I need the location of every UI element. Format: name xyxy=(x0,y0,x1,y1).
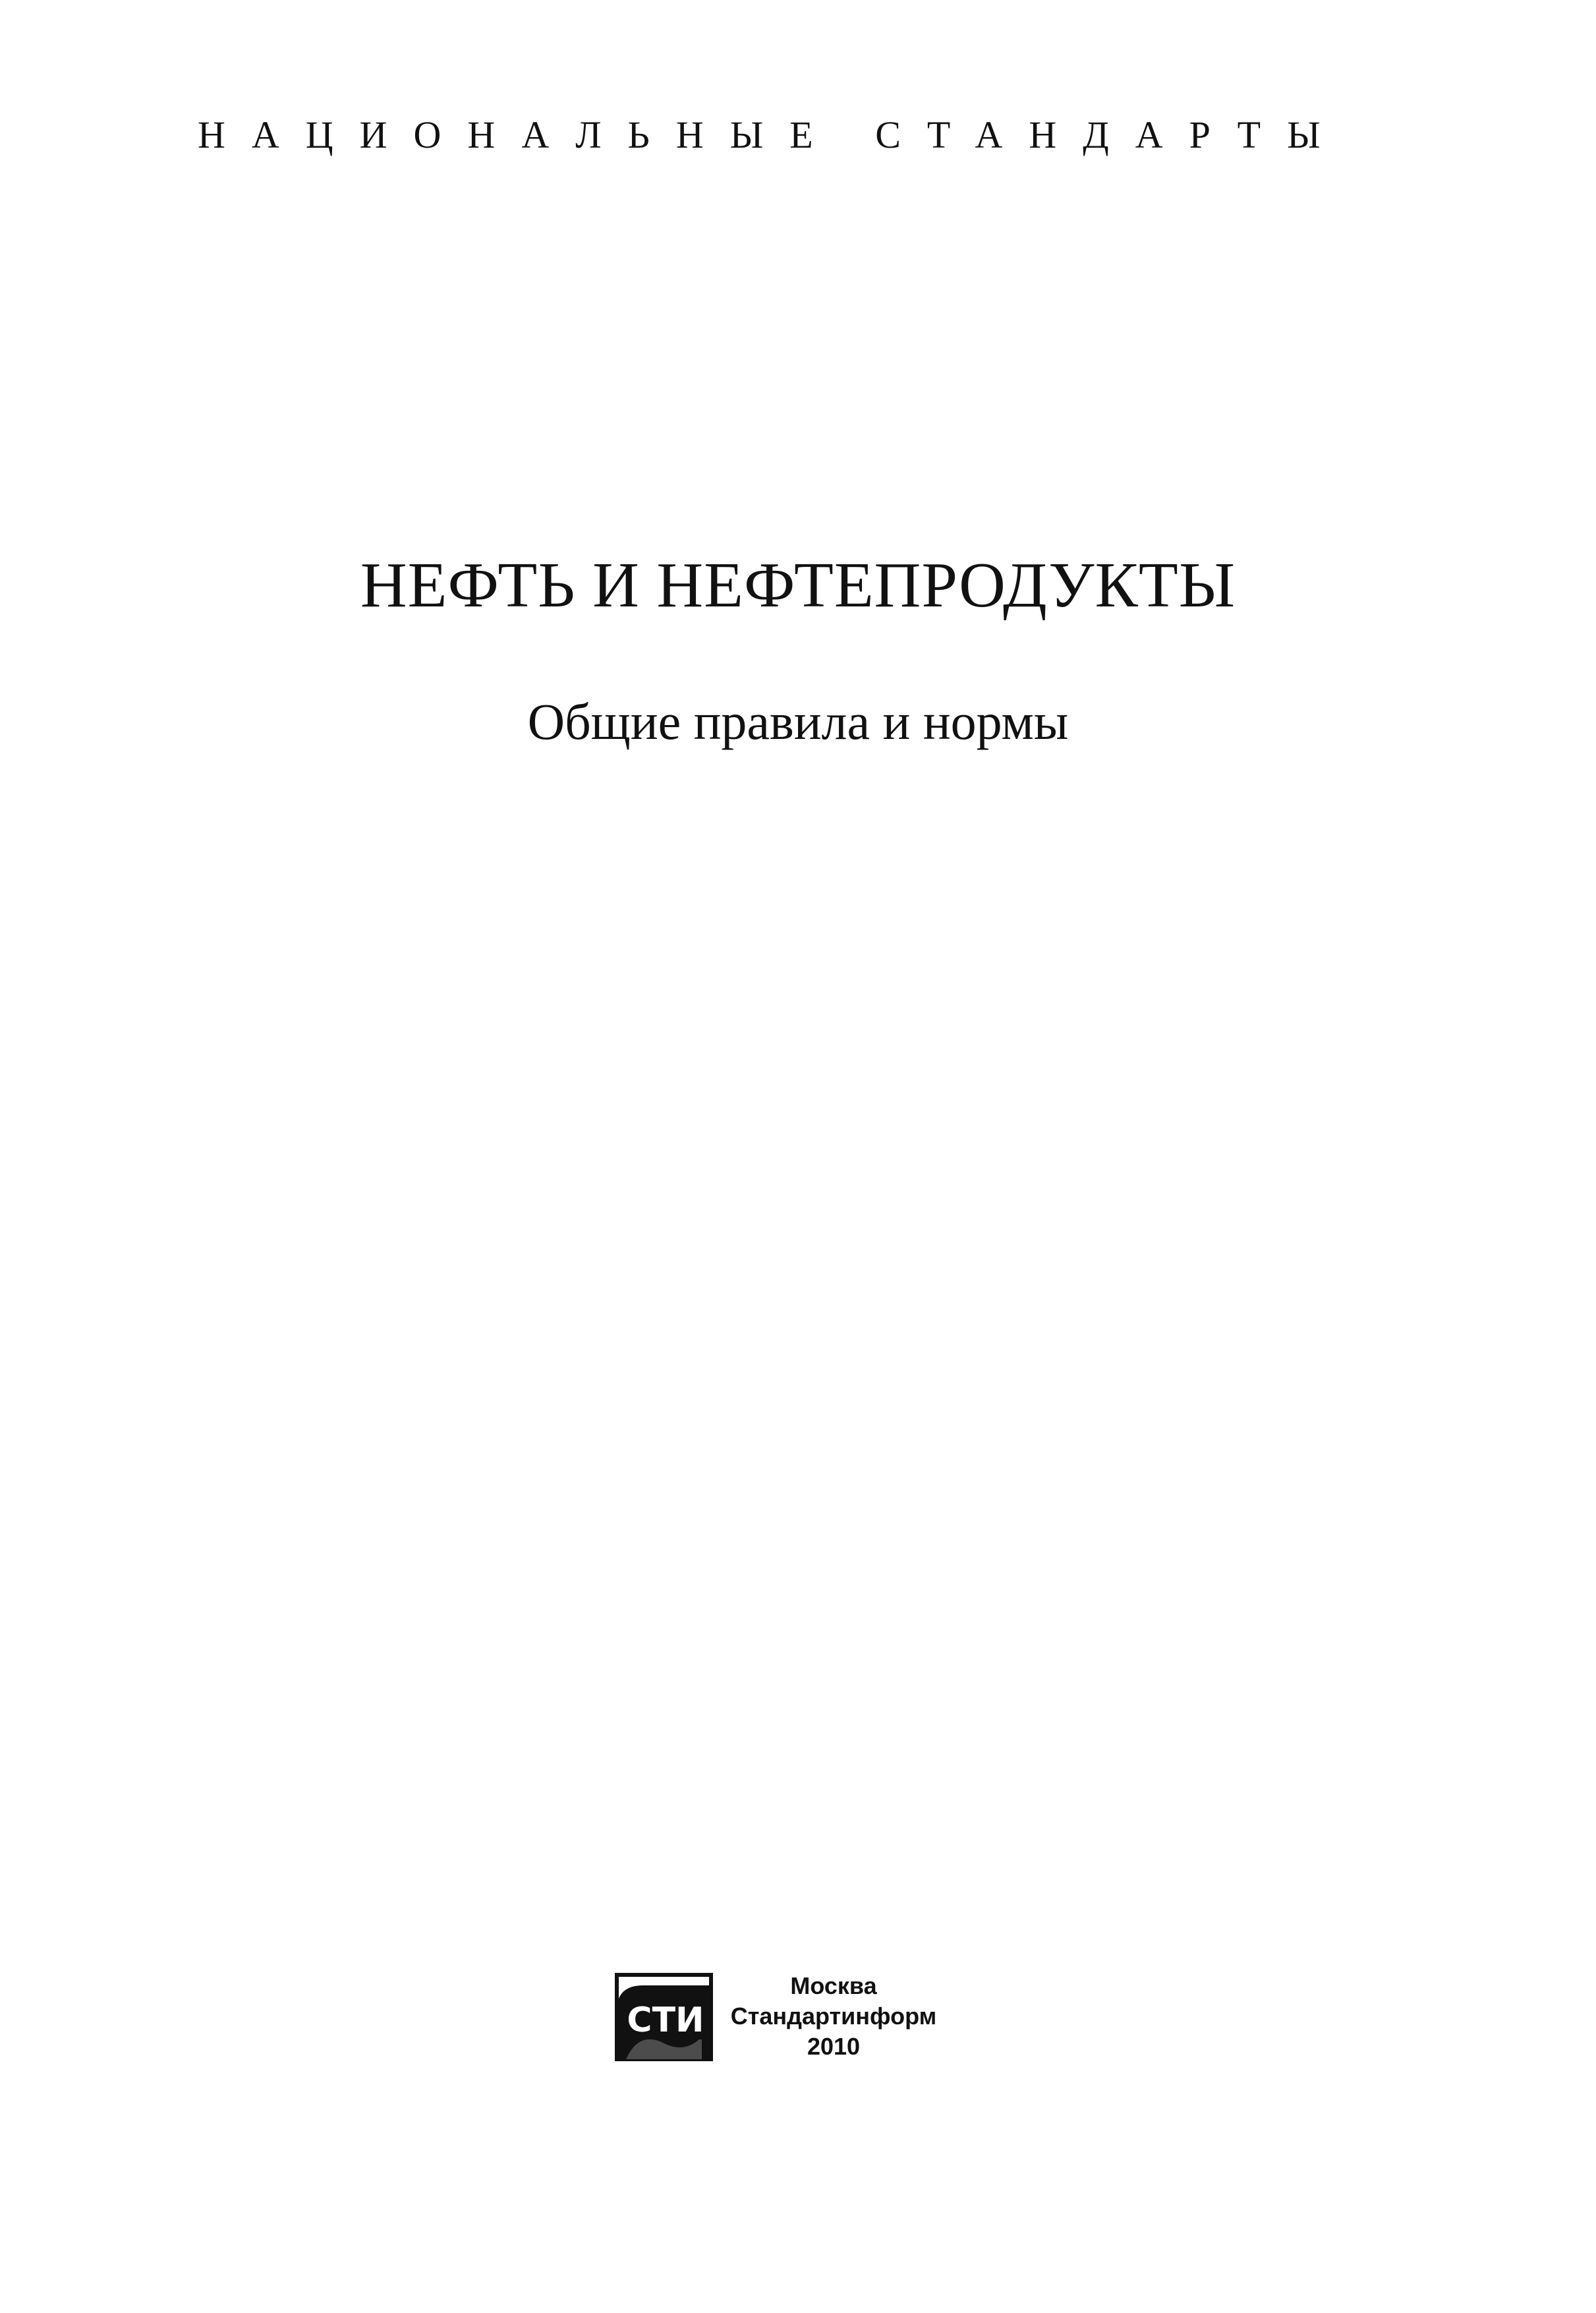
document-title: НЕФТЬ И НЕФТЕПРОДУКТЫ xyxy=(360,550,1236,621)
imprint-publisher: Стандартинформ xyxy=(730,2003,937,2030)
document-subtitle: Общие правила и нормы xyxy=(527,693,1069,750)
imprint-city: Москва xyxy=(790,1972,877,1999)
series-heading: НАЦИОНАЛЬНЫЕ СТАНДАРТЫ xyxy=(198,113,1347,156)
imprint-text xyxy=(725,1971,942,2062)
publisher-imprint xyxy=(613,1971,982,2070)
logo-lettering: СТИ xyxy=(627,2001,704,2040)
imprint-year: 2010 xyxy=(807,2033,861,2060)
standartinform-logo-icon xyxy=(613,1971,715,2066)
